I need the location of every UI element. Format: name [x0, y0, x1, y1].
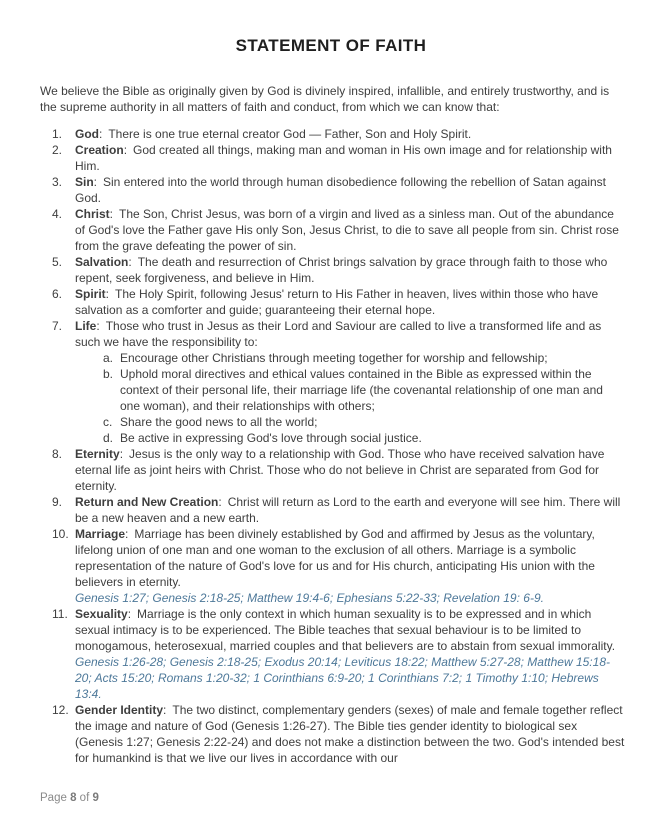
list-item — [0, 126, 626, 142]
sub-item-letter: c. — [103, 415, 113, 429]
sub-list-item — [75, 366, 626, 414]
footer-of-label: of — [79, 792, 90, 804]
list-item — [0, 318, 626, 446]
item-term: Eternity — [75, 447, 120, 461]
item-term: Creation — [75, 143, 124, 157]
item-text: Those who trust in Jesus as their Lord and Saviour are called to live a transformed life and as such we have the responsibility to: — [75, 319, 602, 349]
item-body — [75, 702, 626, 766]
item-heading — [75, 127, 471, 141]
item-number: 10. — [52, 527, 69, 541]
item-text: There is one true eternal creator God — Father, Son and Holy Spirit. — [108, 127, 472, 141]
list-item — [0, 254, 626, 286]
item-term: Return and New Creation — [75, 495, 219, 509]
item-text: Marriage has been divinely established by God and affirmed by Jesus as the voluntary, lifelong union of one man and one woman to the exclusion of all others. Marriage is a symbolic representation of the nature of God's love for us and for His church, anticipating His union with the believers in eternity. — [75, 527, 595, 589]
item-text: The two distinct, complementary genders (sexes) of male and female together reflect the image and nature of God (Genesis 1:26-27). The Bible ties gender identity to biological sex (Genesis 1:27; Genesis 2:22-24) and does not make a distinction between the two. God's intended best for humankind is that we live our lives in accordance with our — [75, 703, 625, 765]
item-term-colon: : — [96, 319, 100, 333]
list-item — [0, 286, 626, 318]
item-number: 7. — [52, 319, 63, 333]
item-heading — [75, 607, 615, 653]
item-term-colon: : — [163, 703, 167, 717]
item-term-colon: : — [128, 255, 132, 269]
sub-list-item — [75, 414, 626, 430]
item-body — [75, 286, 626, 318]
item-term: Gender Identity — [75, 703, 164, 717]
sub-item-text: Encourage other Christians through meeting together for worship and fellowship; — [120, 351, 548, 365]
footer-current-page: 8 — [70, 792, 77, 804]
item-term-colon: : — [119, 447, 124, 461]
list-item — [0, 702, 626, 766]
item-term: Salvation — [75, 255, 129, 269]
item-body — [75, 494, 626, 526]
item-text: Jesus is the only way to a relationship with God. Those who have received salvation have eternal life as joint heirs with Christ. Those who do not believe in Christ are separated from God for eternity. — [75, 447, 605, 493]
faith-list — [0, 126, 626, 766]
item-number: 8. — [52, 447, 63, 461]
item-term-colon: : — [93, 175, 98, 189]
sub-item-letter: d. — [103, 431, 114, 445]
item-number: 11. — [52, 607, 68, 621]
item-term-colon: : — [123, 143, 128, 157]
page-title: STATEMENT OF FAITH — [235, 36, 427, 55]
item-term: Sexuality — [75, 607, 128, 621]
footer-page-label: Page — [40, 792, 67, 804]
item-heading — [75, 447, 604, 493]
item-text: Sin entered into the world through human disobedience following the rebellion of Satan against God. — [75, 175, 607, 205]
list-item — [0, 526, 626, 606]
item-term-colon: : — [125, 527, 129, 541]
item-term-colon: : — [99, 127, 103, 141]
item-number: 4. — [52, 207, 63, 221]
item-number: 9. — [52, 495, 63, 509]
item-term: Marriage — [75, 527, 126, 541]
item-text: The death and resurrection of Christ brings salvation by grace through faith to those who repent, seek forgiveness, and believe in Him. — [75, 255, 608, 285]
footer-total-pages: 9 — [92, 792, 99, 804]
item-body — [75, 174, 626, 206]
item-heading — [75, 143, 612, 173]
item-heading — [75, 255, 607, 285]
item-term: Christ — [75, 207, 110, 221]
item-heading — [75, 287, 598, 317]
item-body — [75, 318, 626, 446]
sub-item-text: Share the good news to all the world; — [120, 415, 318, 429]
item-term-colon: : — [109, 207, 114, 221]
list-item — [0, 494, 626, 526]
sub-item-text: Be active in expressing God's love through social justice. — [120, 431, 422, 445]
item-number: 6. — [52, 287, 63, 301]
item-text: The Son, Christ Jesus, was born of a virgin and lived as a sinless man. Out of the abundance of God's love the Father gave His only Son, Jesus Christ, to die to save all people from sin. Christ rose from the grave defeating the power of sin. — [75, 207, 619, 253]
item-number: 2. — [52, 143, 63, 157]
item-heading — [75, 495, 620, 525]
sub-list — [75, 350, 626, 446]
item-term-colon: : — [218, 495, 222, 509]
item-body — [75, 446, 626, 494]
sub-item-text: Uphold moral directives and ethical values contained in the Bible as expressed within the context of their personal life, their marriage life (the covenantal relationship of one man and one woman), and their relationships with others; — [120, 367, 603, 413]
sub-item-letter: b. — [103, 367, 114, 381]
item-body — [75, 206, 626, 254]
item-text: Marriage is the only context in which human sexuality is to be expressed and in which sexual intimacy is to be experienced. The Bible teaches that sexual behaviour is to be limited to monogamous, heterosexual, married couples and that believers are to abstain from sexual immorality. — [75, 607, 616, 653]
item-heading — [75, 175, 606, 205]
scripture-references: Genesis 1:26-28; Genesis 2:18-25; Exodus 20:14; Leviticus 18:22; Matthew 5:27-28; Matthew 15:18-20; Acts 15:20; Romans 1:20-32; 1 Corinthians 6:9-20; 1 Corinthians 7:2; 1 Timothy 1:10; Hebrews 13:4. — [75, 655, 610, 701]
item-number: 5. — [52, 255, 63, 269]
scripture-references: Genesis 1:27; Genesis 2:18-25; Matthew 19:4-6; Ephesians 5:22-33; Revelation 19: 6-9. — [75, 591, 544, 605]
item-text: Christ will return as Lord to the earth and everyone will see him. There will be a new heaven and a new earth. — [75, 495, 621, 525]
item-term: Spirit — [75, 287, 106, 301]
item-number: 3. — [52, 175, 63, 189]
item-body — [75, 142, 626, 174]
item-term-colon: : — [105, 287, 110, 301]
list-item — [0, 446, 626, 494]
item-body — [75, 606, 626, 702]
intro-paragraph: We believe the Bible as originally given by God is divinely inspired, infallible, and entirely trustworthy, and is the supreme authority in all matters of faith and conduct, from which we can know that: — [40, 84, 610, 114]
sub-list-item — [75, 350, 626, 366]
item-term: God — [75, 127, 99, 141]
item-text: The Holy Spirit, following Jesus' return to His Father in heaven, lives within those who have salvation as a comforter and guide; guaranteeing their eternal hope. — [75, 287, 599, 317]
item-heading — [75, 319, 601, 349]
list-item — [0, 606, 626, 702]
item-body — [75, 254, 626, 286]
item-heading — [75, 703, 624, 765]
item-term: Life — [75, 319, 97, 333]
item-term-colon: : — [127, 607, 132, 621]
list-item — [0, 142, 626, 174]
item-number: 1. — [52, 127, 63, 141]
page-footer — [40, 792, 99, 804]
item-term: Sin — [75, 175, 94, 189]
list-item — [0, 174, 626, 206]
sub-list-item — [75, 430, 626, 446]
item-text: God created all things, making man and woman in His own image and for relationship with Him. — [75, 143, 612, 173]
item-body — [75, 126, 626, 142]
sub-item-letter: a. — [103, 351, 114, 365]
item-heading — [75, 527, 595, 589]
item-number: 12. — [52, 703, 69, 717]
item-body — [75, 526, 626, 606]
list-item — [0, 206, 626, 254]
item-heading — [75, 207, 619, 253]
